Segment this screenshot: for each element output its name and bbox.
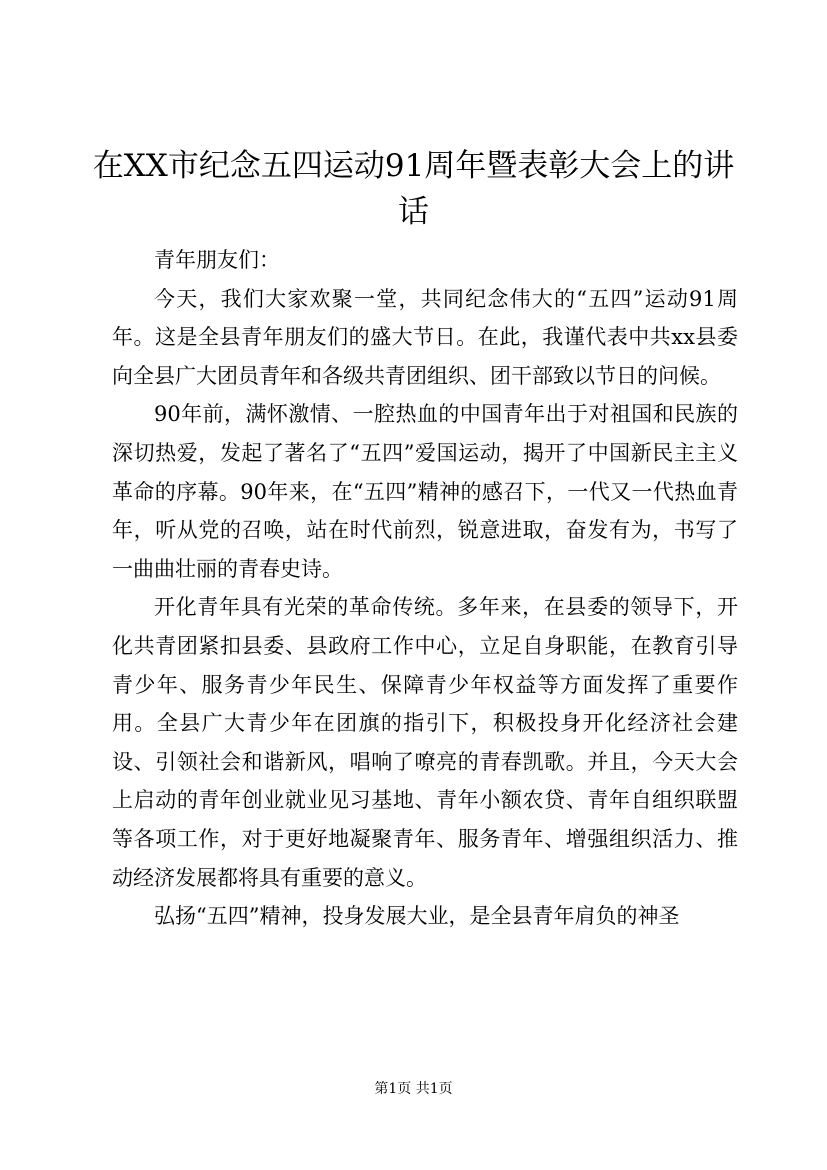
- page-footer: 第1页 共1页: [374, 1081, 453, 1097]
- paragraph-4: 弘扬“五四”精神，投身发展大业，是全县青年肩负的神圣: [154, 904, 680, 929]
- document-title: 在XX市纪念五四运动91周年暨表彰大会上的讲话: [92, 148, 735, 230]
- salutation: 青年朋友们：: [154, 248, 280, 272]
- document-body: [112, 241, 738, 936]
- paragraph-1: 今天，我们大家欢聚一堂，共同纪念伟大的“五四”运动91周年。这是全县青年朋友们的盛大节日。在此，我谨代表中共xx县委向全县广大团员青年和各级共青团组织、团干部致以节日的问候。: [112, 286, 738, 388]
- paragraph-2: 90年前，满怀激情、一腔热血的中国青年出于对祖国和民族的深切热爱，发起了著名了“五四”爱国运动，揭开了中国新民主主义革命的序幕。90年来，在“五四”精神的感召下，一代又一代热血青年，听从党的召唤，站在时代前烈，锐意进取，奋发有为，书写了一曲曲壮丽的青春史诗。: [112, 402, 738, 581]
- paragraph-3: 开化青年具有光荣的革命传统。多年来，在县委的领导下，开化共青团紧扣县委、县政府工作中心，立足自身职能，在教育引导青少年、服务青少年民生、保障青少年权益等方面发挥了重要作用。全县广大青少年在团旗的指引下，积极投身开化经济社会建设、引领社会和谐新风，唱响了嘹亮的青春凯歌。并且，今天大会上启动的青年创业就业见习基地、青年小额农贷、青年自组织联盟等各项工作，对于更好地凝聚青年、服务青年、增强组织活力、推动经济发展都将具有重要的意义。: [112, 595, 738, 890]
